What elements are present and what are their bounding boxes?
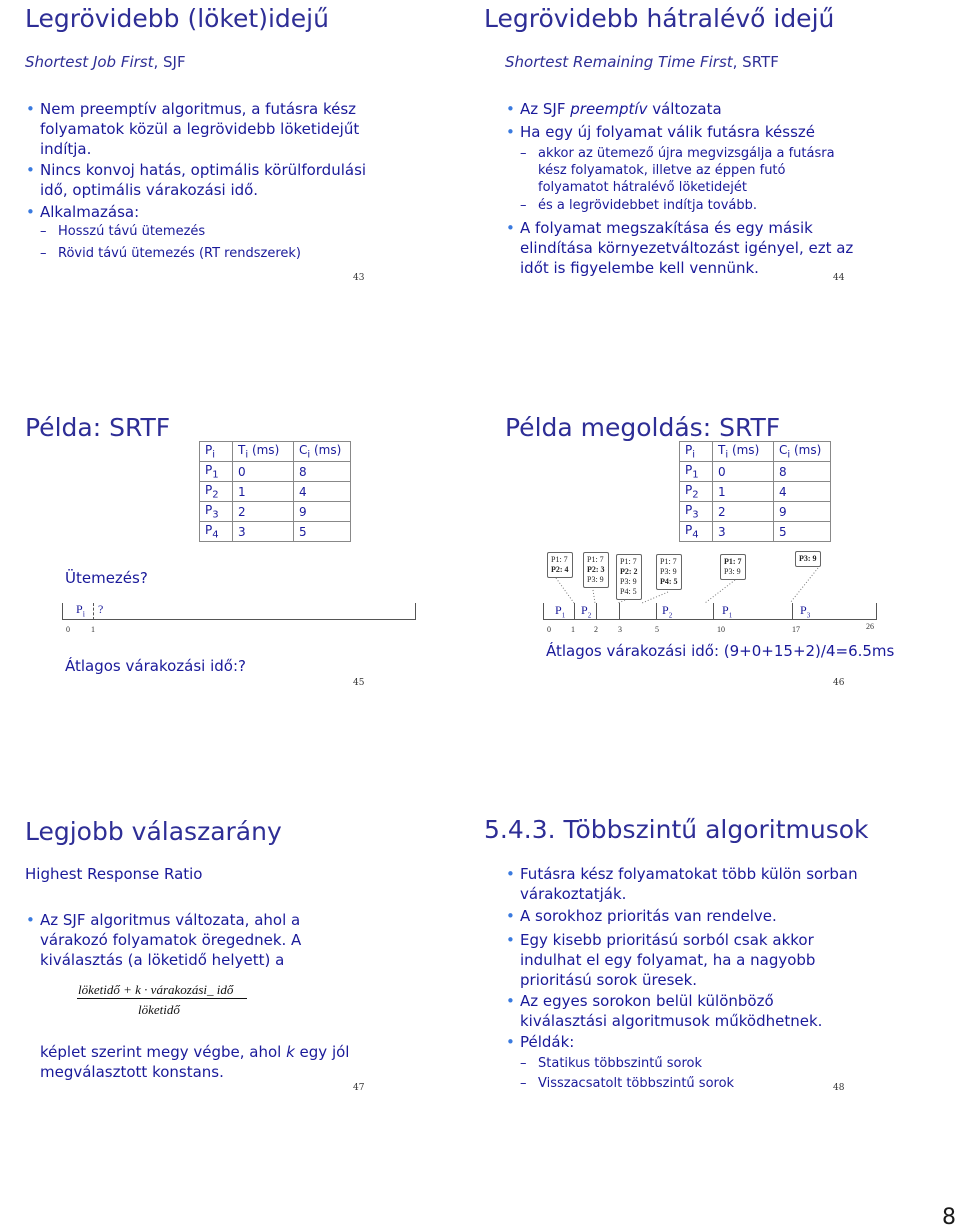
gantt-segment-label: $P_2$ — [581, 603, 592, 620]
formula-fraction-bar — [77, 998, 247, 999]
gantt-tick: 0 — [547, 625, 551, 634]
gantt-divider — [619, 603, 620, 620]
gantt-tick: 1 — [571, 625, 575, 634]
slide-44-sub-2: – és a legrövidebbet indítja tovább. — [520, 198, 758, 213]
gantt-divider — [543, 603, 544, 620]
queue-state-box: P3: 9 — [795, 551, 821, 567]
slide-47-bullet-2: képlet szerint megy végbe, ahol k egy jól megválasztott konstans. — [40, 1043, 350, 1081]
slide-48-title: 5.4.3. Többszintű algoritmusok — [484, 815, 869, 844]
response-ratio-formula-denominator: löketidő — [138, 1002, 180, 1017]
table-row: $P_3$ 2 9 — [680, 502, 831, 522]
slide-44-bullet-3: • A folyamat megszakítása és egy másik elindítása környezetváltozást igényel, ezt az időt is figyelembe kell vennünk. — [506, 219, 854, 277]
gantt-tick: 10 — [717, 625, 725, 634]
table-row: $P_1$ 0 8 — [200, 462, 351, 482]
slide-47-title: Legjobb válaszarány — [25, 817, 282, 846]
table-row: $P_4$ 3 5 — [680, 522, 831, 542]
page-number: 8 — [942, 1205, 956, 1230]
gantt-divider — [876, 603, 877, 620]
slide-45-gantt-mark — [93, 603, 95, 620]
slide-48-bullet-4: • Az egyes sorokon belül különböző kiválasztási algoritmusok működhetnek. — [506, 992, 823, 1030]
table-row: $P_2$ 1 4 — [200, 482, 351, 502]
slide-46-avg-wait: Átlagos várakozási idő: (9+0+15+2)/4=6.5ms — [546, 642, 895, 660]
slide-44-title: Legrövidebb hátralévő idejű — [484, 4, 835, 33]
slide-43-bullet-3: • Alkalmazása: — [26, 203, 140, 221]
slide-45-gantt-mark — [415, 603, 416, 620]
slide-46-gantt-axis — [543, 619, 877, 620]
gantt-divider — [713, 603, 714, 620]
queue-state-box: P1: 7 P3: 9 P4: 5 — [656, 554, 682, 590]
slide-43-bullet-2: • Nincs konvoj hatás, optimális körülfordulási idő, optimális várakozási idő. — [26, 161, 367, 199]
queue-state-box: P1: 7 P3: 9 — [720, 554, 746, 580]
slide-44-bullet-2: • Ha egy új folyamat válik futásra késszé — [506, 123, 815, 141]
gantt-tick: 2 — [594, 625, 598, 634]
gantt-tick: 3 — [618, 625, 622, 634]
slide-44-sub-1: – akkor az ütemező újra megvizsgálja a futásra kész folyamatok, illetve az éppen futó folyamatot hátralévő löketidejét — [520, 146, 835, 195]
table-header-row: $P_i$ $T_i$ (ms) $C_i$ (ms) — [200, 442, 351, 462]
slide-46-number: 46 — [833, 678, 845, 688]
gantt-divider — [574, 603, 575, 620]
slide-48-bullet-2: • A sorokhoz prioritás van rendelve. — [506, 907, 777, 925]
slide-45-gantt-mark — [62, 603, 63, 620]
slide-43-sub-2: – Rövid távú ütemezés (RT rendszerek) — [40, 246, 301, 261]
gantt-segment-label: $P_1$ — [722, 603, 733, 620]
table-row: $P_3$ 2 9 — [200, 502, 351, 522]
slide-47-number: 47 — [353, 1083, 365, 1093]
slide-47-subtitle: Highest Response Ratio — [25, 865, 203, 883]
slide-45-tick: 1 — [91, 625, 95, 634]
slide-45-process-table — [199, 441, 351, 542]
gantt-segment-label: $P_3$ — [800, 603, 811, 620]
queue-state-box: P1: 7 P2: 3 P3: 9 — [583, 552, 609, 588]
response-ratio-formula-numerator: löketidő + k · várakozási_ idő — [78, 982, 234, 997]
slide-45-question: Ütemezés? — [65, 569, 148, 587]
gantt-tick: 17 — [792, 625, 800, 634]
slide-43-title: Legrövidebb (löket)idejű — [25, 4, 329, 33]
queue-state-box: P1: 7 P2: 2 P3: 9 P4: 5 — [616, 554, 642, 600]
slide-48-bullet-3: • Egy kisebb prioritású sorból csak akkor indulhat el egy folyamat, ha a nagyobb prioritású sorok üresek. — [506, 931, 816, 989]
slide-43-number: 43 — [353, 273, 365, 283]
gantt-divider — [792, 603, 793, 620]
table-header-row: $P_i$ $T_i$ (ms) $C_i$ (ms) — [680, 442, 831, 462]
gantt-tick: 5 — [655, 625, 659, 634]
slide-45-gantt-axis — [62, 619, 416, 620]
slide-43-bullet-1: • Nem preemptív algoritmus, a futásra kész folyamatok közül a legrövidebb löketidejűt indítja. — [26, 100, 360, 158]
slide-48-number: 48 — [833, 1083, 845, 1093]
slide-43-sub-1: – Hosszú távú ütemezés — [40, 224, 206, 239]
slide-45-gantt-question: ? — [98, 602, 104, 616]
slide-45-avg-wait: Átlagos várakozási idő:? — [65, 657, 246, 675]
queue-state-box: P1: 7 P2: 4 — [547, 552, 573, 578]
table-row: $P_1$ 0 8 — [680, 462, 831, 482]
slide-48-bullet-5: • Példák: — [506, 1033, 575, 1051]
slide-46-process-table — [679, 441, 831, 542]
gantt-segment-label: $P_1$ — [555, 603, 566, 620]
slide-46-title: Példa megoldás: SRTF — [505, 413, 781, 442]
slide-45-tick: 0 — [66, 625, 70, 634]
slide-44-number: 44 — [833, 273, 845, 283]
slide-48-sub-1: – Statikus többszintű sorok — [520, 1056, 703, 1071]
gantt-segment-label: $P_2$ — [662, 603, 673, 620]
slide-48-sub-2: – Visszacsatolt többszintű sorok — [520, 1076, 735, 1091]
table-row: $P_4$ 3 5 — [200, 522, 351, 542]
slide-47-bullet-1: • Az SJF algoritmus változata, ahol a várakozó folyamatok öregednek. A kiválasztás (a löketidő helyett) a — [26, 911, 302, 969]
gantt-divider — [596, 603, 597, 620]
slide-44-subtitle: Shortest Remaining Time First, SRTF — [505, 53, 779, 71]
table-row: $P_2$ 1 4 — [680, 482, 831, 502]
gantt-tick: 26 — [866, 622, 874, 631]
slide-44-bullet-1: • Az SJF preemptív változata — [506, 100, 722, 118]
slide-45-number: 45 — [353, 678, 365, 688]
slide-43-subtitle: Shortest Job First, SJF — [25, 53, 186, 71]
slide-48-bullet-1: • Futásra kész folyamatokat több külön sorban várakoztatják. — [506, 865, 858, 903]
slide-45-title: Példa: SRTF — [25, 413, 171, 442]
slide-45-gantt-label: $P_i$ — [76, 602, 85, 619]
gantt-divider — [656, 603, 657, 620]
